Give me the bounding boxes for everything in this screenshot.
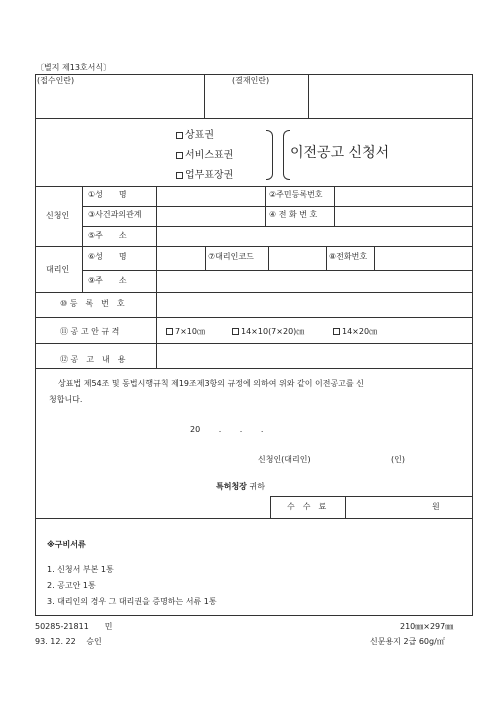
applicant-phone-label: ④ 전 화 번 호 bbox=[269, 210, 318, 219]
receipt-seal-label: (접수인란) bbox=[37, 76, 75, 85]
applicant-relation-label: ③사건과의관계 bbox=[88, 210, 142, 219]
agent-code-label: ⑦대리인코드 bbox=[208, 252, 254, 261]
applicant-section-label: 신청인 bbox=[46, 211, 70, 220]
agent-name-label: ⑥성 명 bbox=[88, 252, 127, 261]
documents-title: ※구비서류 bbox=[47, 540, 86, 549]
right-type-trademark[interactable]: 상표권 bbox=[176, 126, 214, 141]
agent-address-label: ⑨주 소 bbox=[88, 276, 127, 285]
fee-unit: 원 bbox=[432, 502, 440, 511]
statement-line-1: 상표법 제54조 및 동법시행규칙 제19조제3항의 규정에 의하여 위와 같이 이전공고를 신 bbox=[58, 379, 364, 388]
right-brace bbox=[266, 130, 273, 180]
checkbox[interactable] bbox=[176, 132, 183, 139]
footer-paper-size: 210㎜×297㎜ bbox=[400, 622, 454, 631]
registration-number-label: ⑩ 등 록 번 호 bbox=[60, 299, 125, 308]
applicant-name-label: ①성 명 bbox=[88, 190, 127, 199]
statement-line-2: 청합니다. bbox=[49, 395, 83, 404]
footer-doc-code: 50285-21811 민 bbox=[35, 622, 113, 631]
seal-mark: (인) bbox=[391, 455, 405, 464]
approval-seal-label: (결재인란) bbox=[232, 76, 270, 85]
applicant-address-label: ⑤주 소 bbox=[88, 231, 127, 240]
checkbox[interactable] bbox=[166, 328, 173, 335]
size-option-medium[interactable]: 14×10(7×20)㎝ bbox=[232, 326, 304, 337]
form-title: 이전공고 신청서 bbox=[290, 145, 390, 161]
agent-section-label: 대리인 bbox=[46, 265, 70, 274]
notice-size-label: ⑪ 공 고 안 규 격 bbox=[60, 327, 120, 336]
document-item: 2. 공고안 1통 bbox=[47, 581, 96, 590]
signature-line: 신청인(대리인) bbox=[258, 455, 311, 464]
notice-content-label: ⑫ 공 고 내 용 bbox=[60, 355, 126, 364]
checkbox[interactable] bbox=[333, 328, 340, 335]
checkbox[interactable] bbox=[232, 328, 239, 335]
left-brace bbox=[283, 130, 290, 180]
size-option-large[interactable]: 14×20㎝ bbox=[333, 326, 377, 337]
form-number: 〔별지 제13호서식〕 bbox=[36, 63, 112, 72]
form-frame bbox=[35, 74, 473, 616]
right-type-service-mark[interactable]: 서비스표권 bbox=[176, 146, 233, 161]
applicant-id-number-label: ②주민등록번호 bbox=[269, 190, 323, 199]
footer-paper-type: 신문용지 2급 60g/㎡ bbox=[370, 637, 445, 646]
footer-approval-date: 93. 12. 22 승인 bbox=[35, 637, 102, 646]
size-option-small[interactable]: 7×10㎝ bbox=[166, 326, 205, 337]
checkbox[interactable] bbox=[176, 152, 183, 159]
addressee: 특허청장 귀하 bbox=[216, 482, 265, 491]
right-type-business-emblem[interactable]: 업무표장권 bbox=[176, 166, 233, 181]
document-item: 3. 대리인의 경우 그 대리권을 증명하는 서류 1통 bbox=[47, 597, 217, 606]
document-item: 1. 신청서 부본 1통 bbox=[47, 565, 114, 574]
agent-phone-label: ⑧전화번호 bbox=[329, 252, 368, 261]
fee-label: 수 수 료 bbox=[287, 502, 327, 511]
date-line: 20 . . . bbox=[190, 425, 264, 434]
checkbox[interactable] bbox=[176, 172, 183, 179]
